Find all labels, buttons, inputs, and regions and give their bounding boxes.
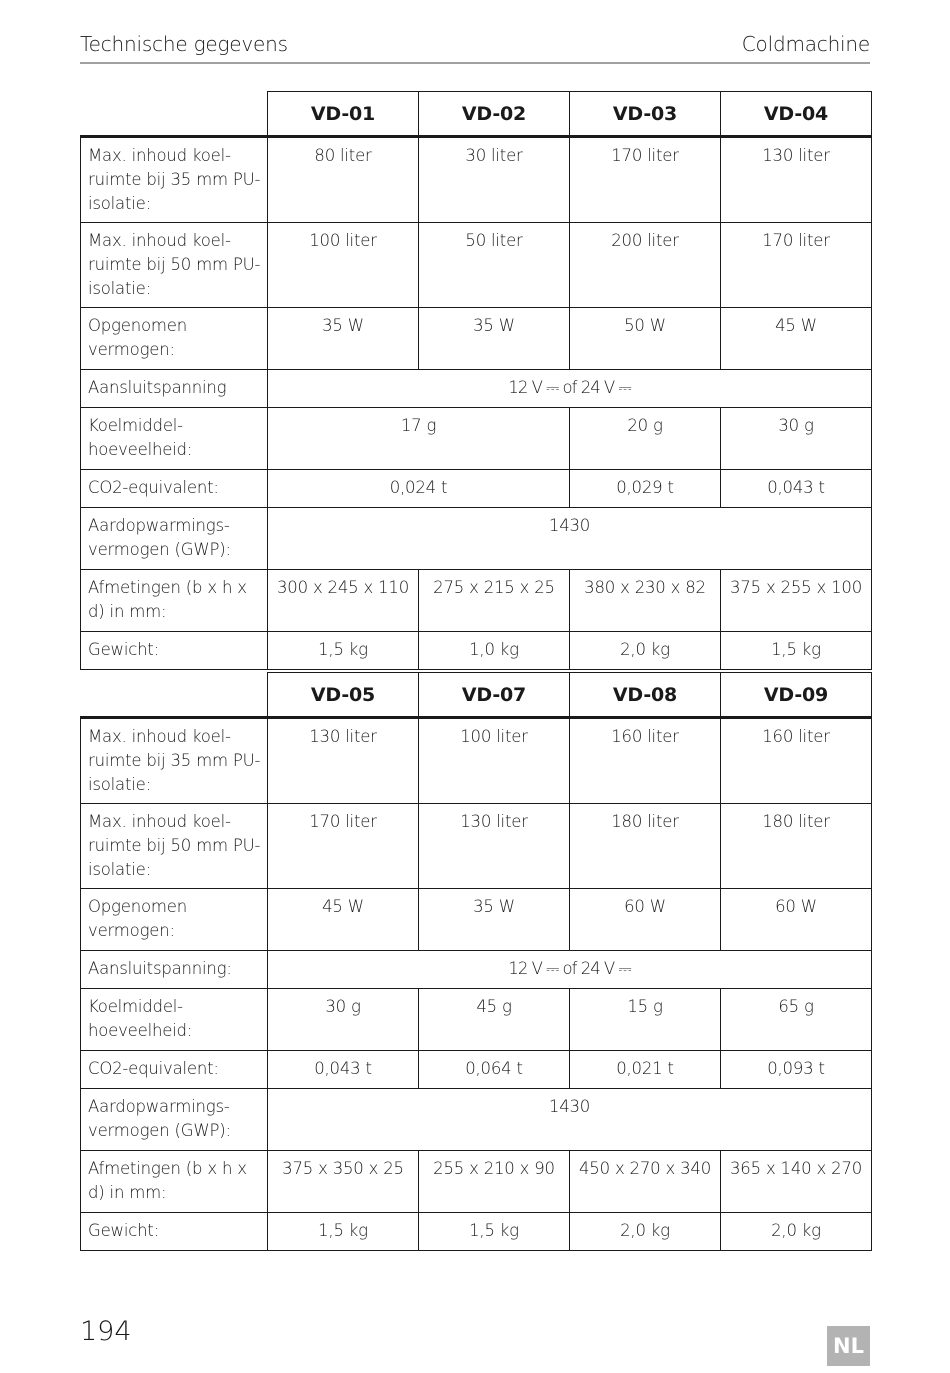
- row-label: Max. inhoud koel-ruimte bij 35 mm PU-isolatie:: [81, 137, 268, 223]
- value-cell: 300 x 245 x 110: [268, 570, 419, 632]
- value-cell: 160 liter: [721, 718, 872, 804]
- value-cell: 20 g: [570, 408, 721, 470]
- product-name: Coldmachine: [741, 32, 870, 56]
- value-cell: 80 liter: [268, 137, 419, 223]
- row-label: Aansluitspanning:: [81, 951, 268, 989]
- value-cell-merged: 0,024 t: [268, 470, 570, 508]
- value-cell: 60 W: [721, 889, 872, 951]
- section-title: Technische gegevens: [80, 32, 288, 56]
- value-cell: 375 x 255 x 100: [721, 570, 872, 632]
- value-cell: 0,021 t: [570, 1051, 721, 1089]
- value-cell: 0,093 t: [721, 1051, 872, 1089]
- row-label: Aansluitspanning: [81, 370, 268, 408]
- value-cell: 30 g: [721, 408, 872, 470]
- value-cell: 1,0 kg: [419, 632, 570, 670]
- row-label: Aardopwarmings-vermogen (GWP):: [81, 1089, 268, 1151]
- value-cell: 45 W: [268, 889, 419, 951]
- value-cell: 170 liter: [721, 223, 872, 308]
- model-header: VD-08: [570, 673, 721, 718]
- model-header: VD-09: [721, 673, 872, 718]
- value-cell-merged: 12 V ⎓ of 24 V ⎓: [268, 370, 872, 408]
- row-label: Max. inhoud koel-ruimte bij 50 mm PU-isolatie:: [81, 804, 268, 889]
- value-cell: 45 W: [721, 308, 872, 370]
- value-cell: 2,0 kg: [721, 1213, 872, 1251]
- row-label: CO2-equivalent:: [81, 1051, 268, 1089]
- value-cell: 365 x 140 x 270: [721, 1151, 872, 1213]
- table-row: [81, 508, 872, 570]
- value-cell-merged: 1430: [268, 508, 872, 570]
- value-cell-merged: 12 V ⎓ of 24 V ⎓: [268, 951, 872, 989]
- value-cell: 130 liter: [419, 804, 570, 889]
- table-row: [81, 632, 872, 670]
- row-label: Koelmiddel-hoeveelheid:: [81, 408, 268, 470]
- value-cell: 380 x 230 x 82: [570, 570, 721, 632]
- value-cell: 2,0 kg: [570, 1213, 721, 1251]
- row-label: Afmetingen (b x h x d) in mm:: [81, 1151, 268, 1213]
- value-cell: 375 x 350 x 25: [268, 1151, 419, 1213]
- model-header: VD-04: [721, 92, 872, 137]
- model-header: VD-03: [570, 92, 721, 137]
- value-cell: 35 W: [419, 889, 570, 951]
- model-header: VD-01: [268, 92, 419, 137]
- value-cell: 1,5 kg: [419, 1213, 570, 1251]
- value-cell: 0,043 t: [721, 470, 872, 508]
- model-header: VD-07: [419, 673, 570, 718]
- value-cell: 50 liter: [419, 223, 570, 308]
- row-label: Afmetingen (b x h x d) in mm:: [81, 570, 268, 632]
- row-label: Aardopwarmings-vermogen (GWP):: [81, 508, 268, 570]
- value-cell: 0,064 t: [419, 1051, 570, 1089]
- table-row: [81, 951, 872, 989]
- row-label: Gewicht:: [81, 632, 268, 670]
- value-cell: 30 g: [268, 989, 419, 1051]
- value-cell: 1,5 kg: [268, 632, 419, 670]
- value-cell: 170 liter: [268, 804, 419, 889]
- value-cell: 35 W: [419, 308, 570, 370]
- table-row: [81, 408, 872, 470]
- table-row: [81, 470, 872, 508]
- model-header: VD-02: [419, 92, 570, 137]
- value-cell: 450 x 270 x 340: [570, 1151, 721, 1213]
- value-cell: 50 W: [570, 308, 721, 370]
- value-cell: 30 liter: [419, 137, 570, 223]
- value-cell: 180 liter: [721, 804, 872, 889]
- value-cell: 100 liter: [268, 223, 419, 308]
- page-number: 194: [80, 1316, 132, 1347]
- table-row: [81, 570, 872, 632]
- table-row: [81, 223, 872, 308]
- value-cell: 130 liter: [268, 718, 419, 804]
- model-header: VD-05: [268, 673, 419, 718]
- value-cell: 0,043 t: [268, 1051, 419, 1089]
- value-cell: 2,0 kg: [570, 632, 721, 670]
- model-header-row: [81, 673, 872, 718]
- table-row: [81, 718, 872, 804]
- value-cell-merged: 17 g: [268, 408, 570, 470]
- header-blank-cell: [81, 92, 268, 137]
- table-row: [81, 308, 872, 370]
- row-label: Max. inhoud koel-ruimte bij 35 mm PU-isolatie:: [81, 718, 268, 804]
- value-cell: 170 liter: [570, 137, 721, 223]
- header-blank-cell: [81, 673, 268, 718]
- page-header: [80, 30, 870, 64]
- table-row: [81, 1051, 872, 1089]
- table-row: [81, 370, 872, 408]
- row-label: Koelmiddel-hoeveelheid:: [81, 989, 268, 1051]
- table-row: [81, 804, 872, 889]
- language-badge: NL: [827, 1326, 870, 1366]
- table-row: [81, 1213, 872, 1251]
- value-cell: 255 x 210 x 90: [419, 1151, 570, 1213]
- table-row: [81, 989, 872, 1051]
- value-cell: 130 liter: [721, 137, 872, 223]
- value-cell-merged: 1430: [268, 1089, 872, 1151]
- value-cell: 100 liter: [419, 718, 570, 804]
- table-row: [81, 1089, 872, 1151]
- value-cell: 60 W: [570, 889, 721, 951]
- value-cell: 35 W: [268, 308, 419, 370]
- row-label: Opgenomen vermogen:: [81, 308, 268, 370]
- row-label: Opgenomen vermogen:: [81, 889, 268, 951]
- value-cell: 1,5 kg: [268, 1213, 419, 1251]
- value-cell: 65 g: [721, 989, 872, 1051]
- value-cell: 180 liter: [570, 804, 721, 889]
- row-label: Max. inhoud koel-ruimte bij 50 mm PU-isolatie:: [81, 223, 268, 308]
- value-cell: 275 x 215 x 25: [419, 570, 570, 632]
- value-cell: 160 liter: [570, 718, 721, 804]
- model-header-row: [81, 92, 872, 137]
- value-cell: 45 g: [419, 989, 570, 1051]
- table-row: [81, 137, 872, 223]
- row-label: CO2-equivalent:: [81, 470, 268, 508]
- spec-table-2: [80, 672, 872, 1251]
- value-cell: 200 liter: [570, 223, 721, 308]
- table-row: [81, 889, 872, 951]
- spec-table-1: [80, 91, 872, 670]
- value-cell: 0,029 t: [570, 470, 721, 508]
- value-cell: 15 g: [570, 989, 721, 1051]
- table-row: [81, 1151, 872, 1213]
- value-cell: 1,5 kg: [721, 632, 872, 670]
- row-label: Gewicht:: [81, 1213, 268, 1251]
